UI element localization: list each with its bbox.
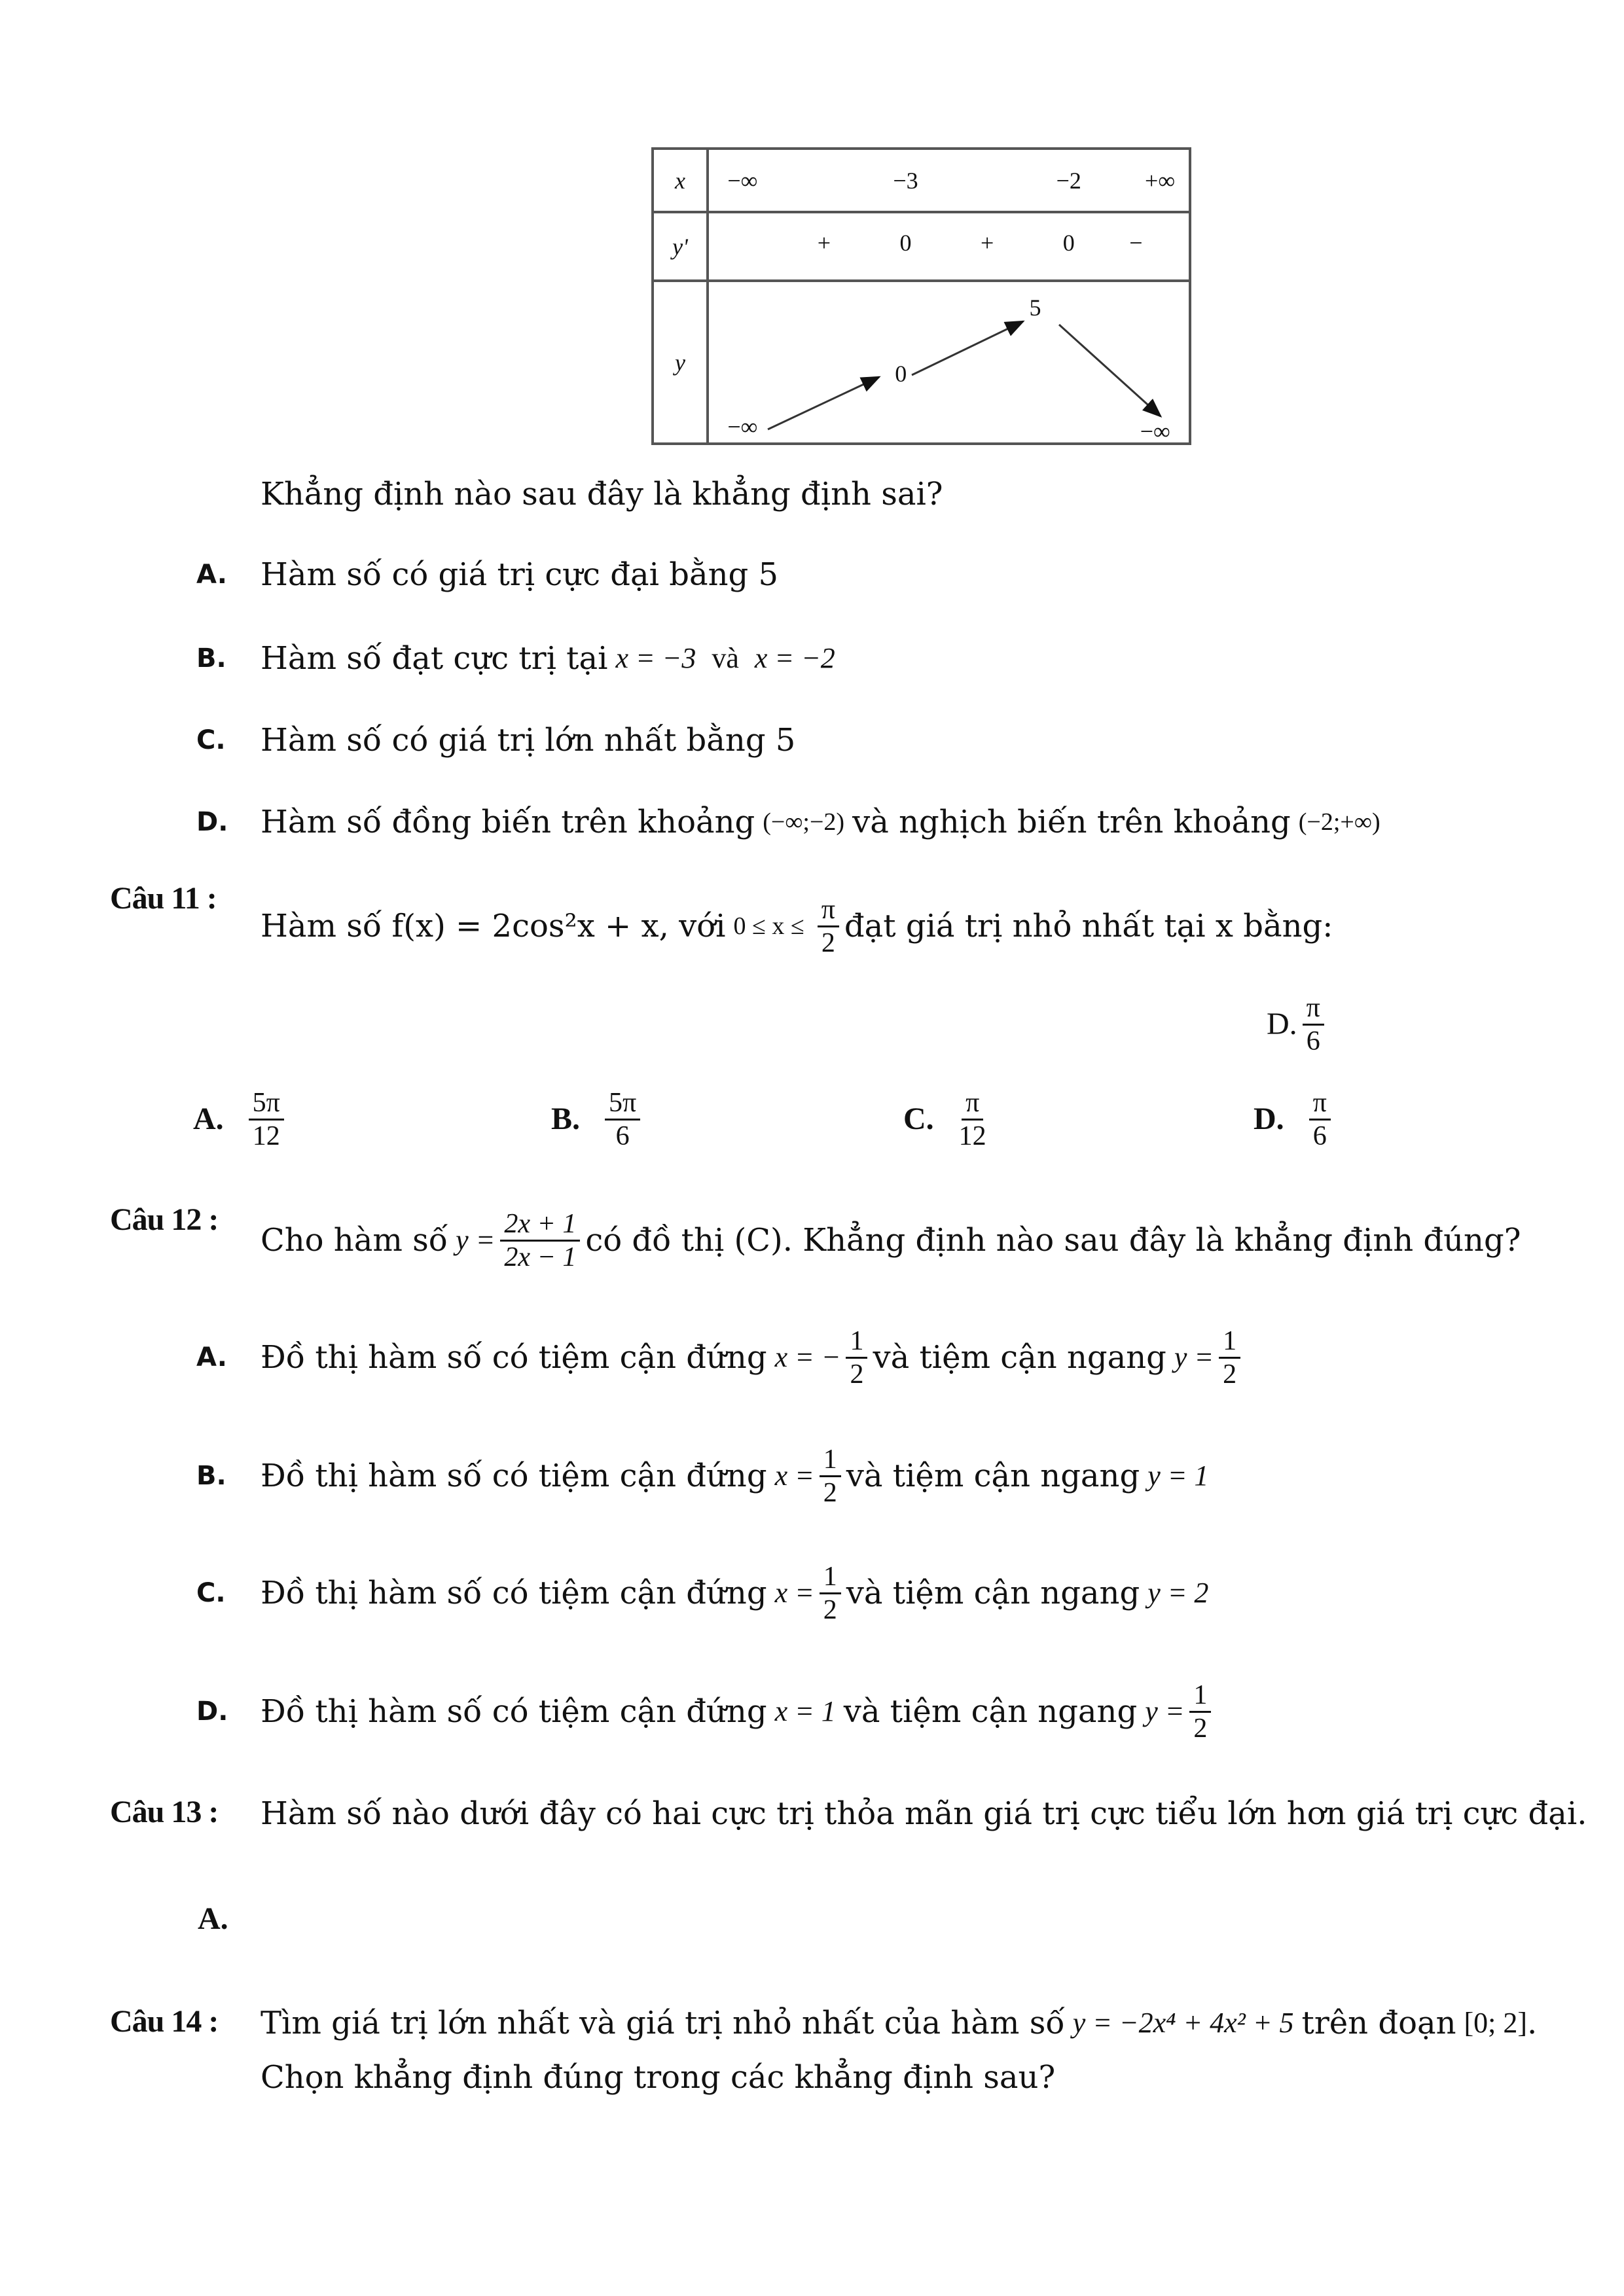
q11-stray-option (1267, 992, 1329, 1057)
q10-option-a[interactable] (196, 555, 778, 594)
variation-table (651, 147, 1191, 445)
y-value: 5 (1029, 295, 1041, 321)
q11-option-c[interactable] (903, 1086, 992, 1152)
math: x = − (774, 1341, 841, 1373)
option-label: C. (903, 1102, 934, 1136)
option-label: B. (196, 643, 226, 673)
option-label: A. (196, 1342, 227, 1372)
fraction-numerator: 1 (820, 1561, 841, 1594)
fraction-numerator: π (818, 894, 839, 927)
q11-option-a[interactable] (193, 1086, 289, 1152)
option-text: Hàm số có giá trị cực đại bằng 5 (261, 556, 779, 593)
option-label: D. (1267, 1007, 1297, 1041)
option-text: Đồ thị hàm số có tiệm cận đứng (261, 1575, 767, 1611)
q12-option-c[interactable] (196, 1560, 1216, 1626)
q12-option-b[interactable] (196, 1443, 1216, 1509)
x-row (708, 149, 1190, 212)
stem-text: Cho hàm số (261, 1222, 448, 1259)
math: x = −3 (615, 642, 696, 674)
option-text: Đồ thị hàm số có tiệm cận đứng (261, 1339, 767, 1376)
x-value: +∞ (1145, 167, 1175, 194)
option-text: và tiệm cận ngang (873, 1339, 1166, 1376)
q11-option-b[interactable] (551, 1086, 645, 1152)
math: y = (1145, 1695, 1185, 1727)
sign: + (817, 230, 831, 257)
q13-stem: Hàm số nào dưới đây có hai cực trị thỏa mãn giá trị cực tiểu lớn hơn giá trị cực đại. (261, 1795, 1587, 1832)
math: (−2;+∞) (1298, 808, 1380, 836)
math: x = 1 (774, 1695, 836, 1727)
stem-text: Tìm giá trị lớn nhất và giá trị nhỏ nhất của hàm số (261, 2005, 1065, 2041)
math: y = (456, 1224, 496, 1256)
math: x = (774, 1577, 814, 1609)
variation-arrows (709, 282, 1197, 446)
y-value: −∞ (1140, 418, 1170, 444)
option-label: D. (196, 807, 228, 837)
q10-option-b[interactable] (196, 639, 843, 678)
fraction-numerator: π (1303, 992, 1324, 1026)
fraction-numerator: 1 (1219, 1325, 1240, 1359)
q13-number: Câu 13 : (110, 1795, 219, 1829)
option-label: D. (196, 1696, 228, 1727)
fraction-denominator: 2 (821, 927, 835, 958)
q13-option-a[interactable]: A. (198, 1901, 228, 1936)
fraction-numerator: 1 (846, 1325, 867, 1359)
math: y = −2x⁴ + 4x² + 5 (1072, 2007, 1294, 2039)
fraction-numerator: 1 (820, 1444, 841, 1477)
q11-number: Câu 11 : (110, 881, 217, 916)
option-text: Đồ thị hàm số có tiệm cận đứng (261, 1693, 767, 1730)
option-text: và tiệm cận ngang (843, 1693, 1138, 1730)
option-text: và tiệm cận ngang (846, 1575, 1140, 1611)
sign: + (980, 230, 994, 257)
q10-prompt: Khẳng định nào sau đây là khẳng định sai? (261, 476, 943, 512)
option-text: và nghịch biến trên khoảng (852, 804, 1291, 840)
fraction-denominator: 6 (1306, 1026, 1320, 1056)
fraction-numerator: π (962, 1087, 983, 1121)
math: x = (774, 1460, 814, 1492)
stem-text: Hàm số f(x) = 2cos²x + x, với (261, 908, 726, 944)
fraction-denominator: 2 (1193, 1713, 1208, 1744)
q12-option-d[interactable] (196, 1679, 1216, 1744)
option-label: C. (196, 1578, 226, 1608)
option-label: A. (193, 1102, 224, 1136)
fraction-denominator: 12 (252, 1121, 280, 1151)
fraction-numerator: 1 (1189, 1679, 1211, 1713)
sign: 0 (899, 230, 912, 257)
math: y = 1 (1147, 1460, 1209, 1492)
stem-text: trên đoạn (1301, 2005, 1456, 2041)
q10-option-c[interactable] (196, 721, 795, 760)
fraction-denominator: 6 (615, 1121, 630, 1151)
option-label: A. (196, 560, 227, 590)
q11-stem (261, 894, 1333, 958)
option-text: Hàm số đồng biến trên khoảng (261, 804, 755, 840)
fraction-denominator: 6 (1312, 1121, 1327, 1151)
y-row (708, 281, 1190, 444)
math: y = 2 (1147, 1577, 1209, 1609)
q12-stem (261, 1208, 1521, 1273)
fraction-denominator: 2 (850, 1359, 864, 1390)
fraction-numerator: 5π (605, 1087, 640, 1121)
x-value: −3 (893, 167, 918, 194)
y-value: −∞ (727, 413, 758, 440)
stem-text: có đồ thị (C). Khẳng định nào sau đây là khẳng định đúng? (585, 1222, 1521, 1259)
option-text: Hàm số có giá trị lớn nhất bằng 5 (261, 722, 796, 759)
q10-option-d[interactable] (196, 802, 1388, 842)
fraction-denominator: 12 (958, 1121, 986, 1151)
increase-arrow (912, 321, 1023, 375)
increase-arrow (768, 377, 879, 429)
option-text: Đồ thị hàm số có tiệm cận đứng (261, 1458, 767, 1494)
fraction-denominator: 2x − 1 (504, 1242, 577, 1272)
x-value: −2 (1056, 167, 1081, 194)
decrease-arrow (1059, 325, 1161, 416)
math: [0; 2] (1464, 2007, 1528, 2039)
fraction-denominator: 2 (1223, 1359, 1237, 1390)
row-label-x: x (653, 149, 708, 212)
q12-option-a[interactable] (196, 1325, 1246, 1390)
q14-stem-line2: Chọn khẳng định đúng trong các khẳng định sau? (261, 2059, 1056, 2096)
stem-text: đạt giá trị nhỏ nhất tại x bằng: (844, 908, 1333, 944)
fraction-denominator: 2 (823, 1477, 837, 1508)
fraction-numerator: π (1309, 1087, 1331, 1121)
q11-option-d[interactable] (1254, 1086, 1336, 1152)
q12-number: Câu 12 : (110, 1202, 219, 1237)
option-label: B. (551, 1102, 581, 1136)
y-value: 0 (895, 360, 907, 387)
option-label: C. (196, 725, 226, 755)
sign: 0 (1062, 230, 1075, 257)
q14-number: Câu 14 : (110, 2004, 219, 2039)
option-text: và (712, 642, 739, 674)
math: y = (1174, 1341, 1214, 1373)
x-value: −∞ (727, 167, 758, 194)
math: 0 ≤ x ≤ (733, 912, 804, 940)
math: x = −2 (754, 642, 835, 674)
fraction-denominator: 2 (823, 1594, 837, 1625)
row-label-y: y (653, 281, 708, 444)
math: (−∞;−2) (763, 808, 845, 836)
option-label: B. (196, 1461, 226, 1491)
stem-text: . (1527, 2005, 1538, 2041)
sign: − (1129, 230, 1143, 257)
option-text: và tiệm cận ngang (846, 1458, 1140, 1494)
fraction-numerator: 5π (249, 1087, 284, 1121)
q14-stem (261, 2003, 1537, 2043)
derivative-row (708, 212, 1190, 281)
row-label-yprime: y' (653, 212, 708, 281)
option-text: Hàm số đạt cực trị tại (261, 640, 608, 677)
fraction-numerator: 2x + 1 (500, 1208, 580, 1242)
option-label: D. (1254, 1102, 1284, 1136)
